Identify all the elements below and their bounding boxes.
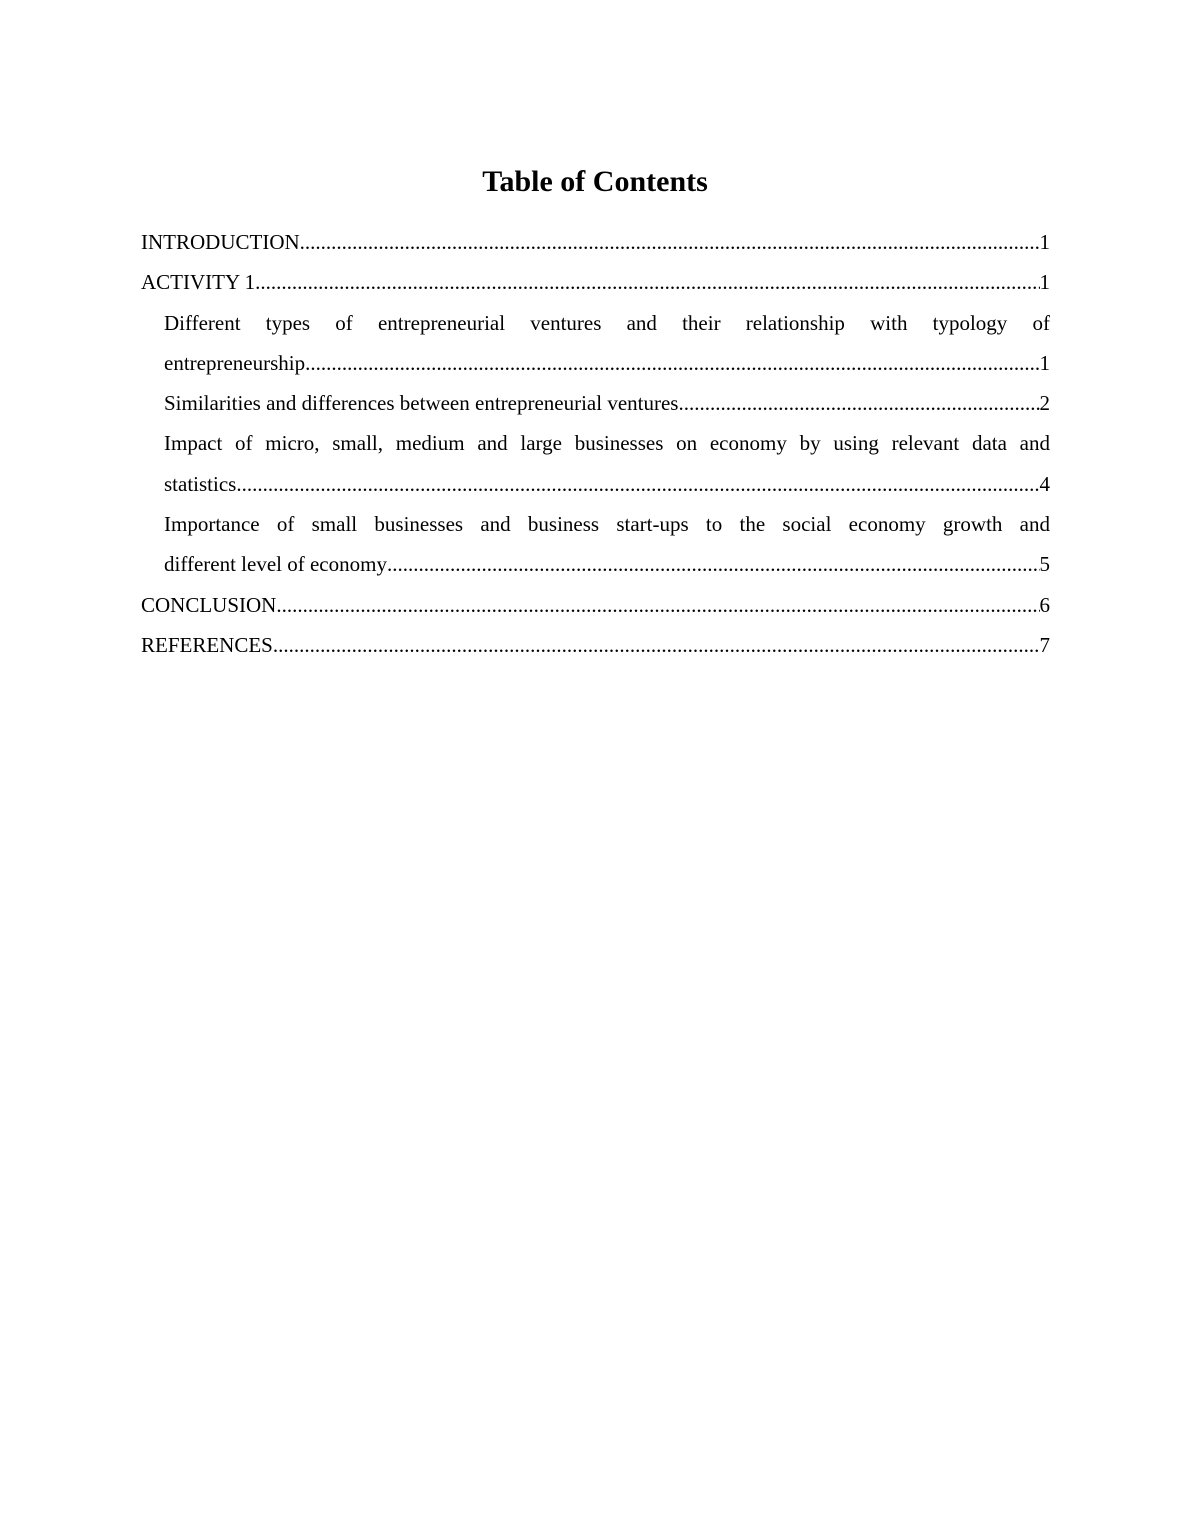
toc-entry-label: INTRODUCTION — [141, 230, 300, 254]
toc-title: Table of Contents — [482, 165, 708, 198]
dot-leader — [305, 343, 1039, 383]
toc-line — [141, 262, 1050, 302]
toc-entry-introduction[interactable] — [141, 222, 1050, 262]
toc-page-number: 4 — [1039, 471, 1050, 496]
toc-line — [141, 625, 1050, 665]
toc-page-number: 1 — [1039, 270, 1050, 295]
toc-line — [164, 464, 1050, 504]
toc-line — [141, 585, 1050, 625]
dot-leader — [300, 222, 1040, 262]
toc-entry-first-line: Different types of entrepreneurial ventures and their relationship with typology of — [164, 310, 1050, 335]
toc-entry-conclusion[interactable] — [141, 585, 1050, 625]
toc-list — [141, 222, 1050, 665]
dot-leader — [236, 464, 1039, 504]
toc-entry-first-line: Importance of small businesses and business start-ups to the social economy growth and — [164, 512, 1050, 537]
toc-entry-different-types[interactable] — [164, 303, 1050, 384]
dot-leader — [255, 262, 1039, 302]
toc-page-number: 2 — [1039, 391, 1050, 416]
toc-line — [164, 544, 1050, 584]
toc-page-number: 1 — [1039, 230, 1050, 254]
toc-entry-label: different level of economy — [164, 552, 387, 577]
toc-entry-label: Similarities and differences between entrepreneurial ventures — [164, 391, 679, 416]
toc-line — [164, 383, 1050, 423]
toc-page-number: 1 — [1039, 350, 1050, 375]
toc-entry-label: CONCLUSION — [141, 592, 277, 617]
toc-page-number: 7 — [1039, 632, 1050, 657]
toc-page-number: 6 — [1039, 592, 1050, 617]
toc-entry-label: ACTIVITY 1 — [141, 270, 256, 295]
toc-line — [141, 222, 1050, 262]
toc-line — [164, 343, 1050, 383]
dot-leader — [273, 625, 1040, 665]
toc-entry-impact[interactable] — [164, 423, 1050, 504]
toc-entry-label: REFERENCES — [141, 632, 273, 657]
toc-entry-activity-1[interactable] — [141, 262, 1050, 302]
toc-page-number: 5 — [1039, 552, 1050, 577]
toc-entry-importance[interactable] — [164, 504, 1050, 585]
dot-leader — [387, 544, 1040, 584]
toc-entry-first-line: Impact of micro, small, medium and large businesses on economy by using relevant data and — [164, 431, 1050, 456]
toc-entry-label: entrepreneurship — [164, 350, 306, 375]
toc-entry-similarities[interactable] — [164, 383, 1050, 423]
dot-leader — [678, 383, 1039, 423]
dot-leader — [276, 585, 1039, 625]
toc-entry-references[interactable] — [141, 625, 1050, 665]
toc-entry-label: statistics — [164, 471, 237, 496]
